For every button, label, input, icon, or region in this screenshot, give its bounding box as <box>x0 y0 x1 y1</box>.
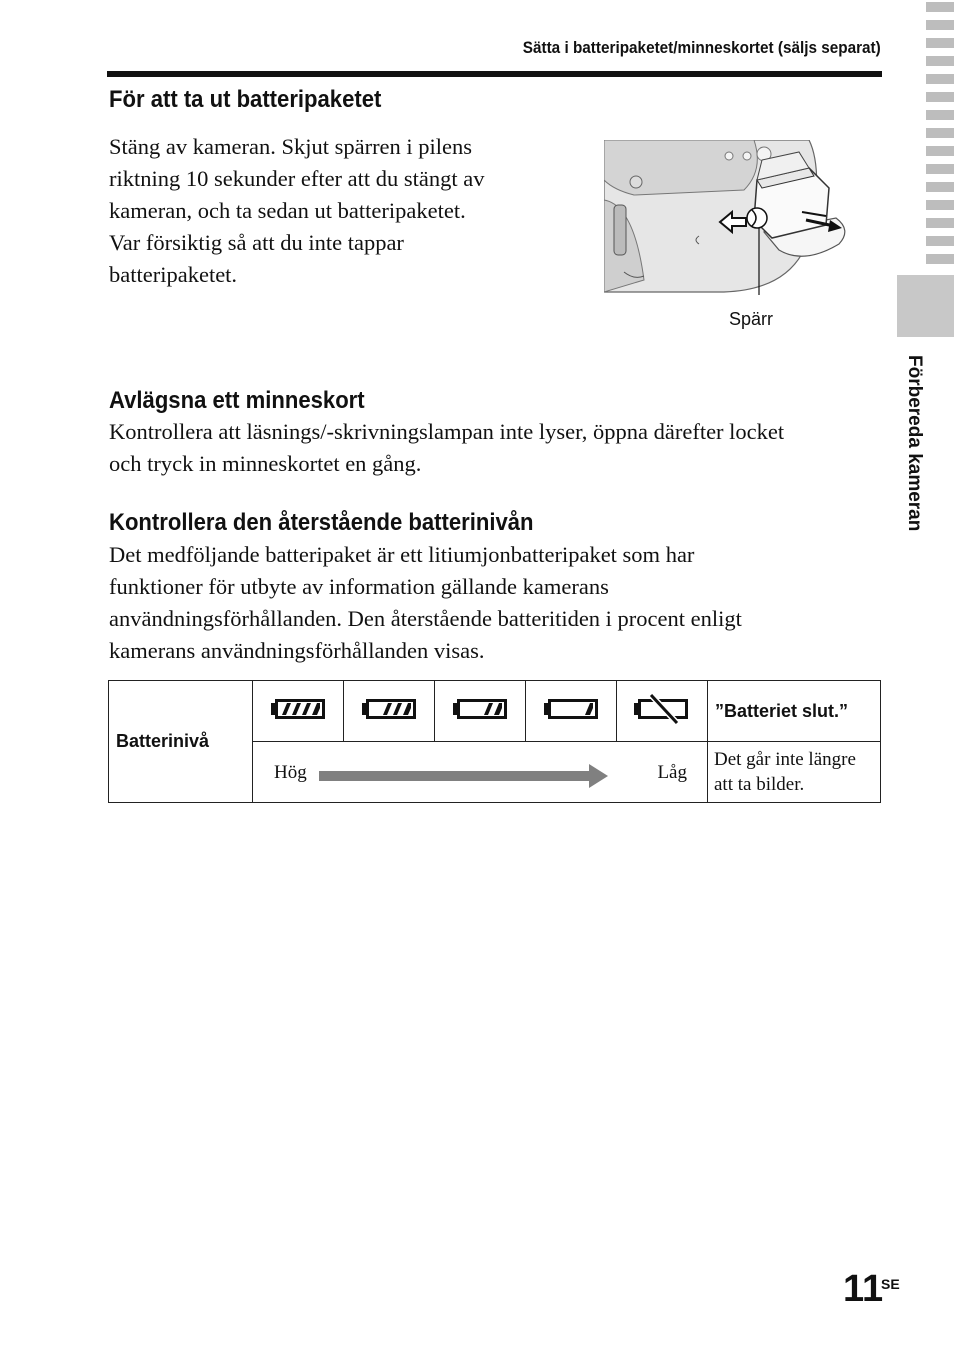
arrow-right-icon <box>319 763 609 789</box>
battery-range-cell <box>253 742 708 803</box>
battery-4-bars-icon <box>270 696 326 722</box>
text-line: batteripaketet. <box>109 262 238 287</box>
side-tab-label: Förbereda kameran <box>904 355 925 532</box>
battery-level-table <box>108 680 881 803</box>
battery-1-bar-icon <box>543 696 599 722</box>
heading-battery-level: Kontrollera den återstående batterinivån <box>109 509 534 536</box>
text-line: och tryck in minneskortet en gång. <box>109 451 422 476</box>
battery-level-label: Batterinivå <box>109 681 253 803</box>
battery-empty-icon <box>633 694 691 724</box>
battery-empty-message: ”Batteriet slut.” <box>708 681 881 742</box>
text-line: kameran, och ta sedan ut batteripaketet. <box>109 198 466 223</box>
battery-3-bars-icon <box>361 696 417 722</box>
header-rule <box>107 71 882 77</box>
battery-cell <box>253 681 344 742</box>
running-header: Sätta i batteripaketet/minneskortet (säljs separat) <box>523 38 881 57</box>
battery-cell <box>344 681 435 742</box>
text-line: användningsförhållanden. Den återstående batteritiden i procent enligt <box>109 606 742 631</box>
text-line: kamerans användningsförhållanden visas. <box>109 638 485 663</box>
text-line: Stäng av kameran. Skjut spärren i pilens <box>109 134 473 159</box>
text-line: Kontrollera att läsnings/-skrivningslampan inte lyser, öppna därefter locket <box>109 419 785 444</box>
battery-empty-note <box>708 742 881 803</box>
range-high-label: Hög <box>274 762 307 783</box>
page-number: 11 <box>843 1268 884 1310</box>
paragraph-remove-card <box>109 416 784 480</box>
heading-remove-battery: För att ta ut batteripaketet <box>109 86 382 113</box>
text-line: funktioner för utbyte av information gällande kamerans <box>109 574 609 599</box>
figure-label-lock: Spärr <box>729 309 774 329</box>
range-low-label: Låg <box>657 762 687 783</box>
battery-cell <box>435 681 526 742</box>
battery-cell <box>617 681 708 742</box>
text-line: riktning 10 sekunder efter att du stängt av <box>109 166 485 191</box>
note-line: Det går inte längre <box>714 749 856 770</box>
paragraph-battery-level <box>109 539 742 667</box>
side-index-stripes <box>926 0 954 270</box>
note-line: att ta bilder. <box>714 774 805 795</box>
battery-2-bars-icon <box>452 696 508 722</box>
page-suffix: SE <box>881 1276 900 1292</box>
camera-battery-illustration <box>604 140 852 295</box>
battery-cell <box>526 681 617 742</box>
text-line: Var försiktig så att du inte tappar <box>109 230 404 255</box>
paragraph-remove-battery <box>109 131 485 291</box>
text-line: Det medföljande batteripaket är ett litiumjonbatteripaket som har <box>109 542 695 567</box>
side-index-tab <box>897 275 954 337</box>
heading-remove-card: Avlägsna ett minneskort <box>109 387 365 414</box>
